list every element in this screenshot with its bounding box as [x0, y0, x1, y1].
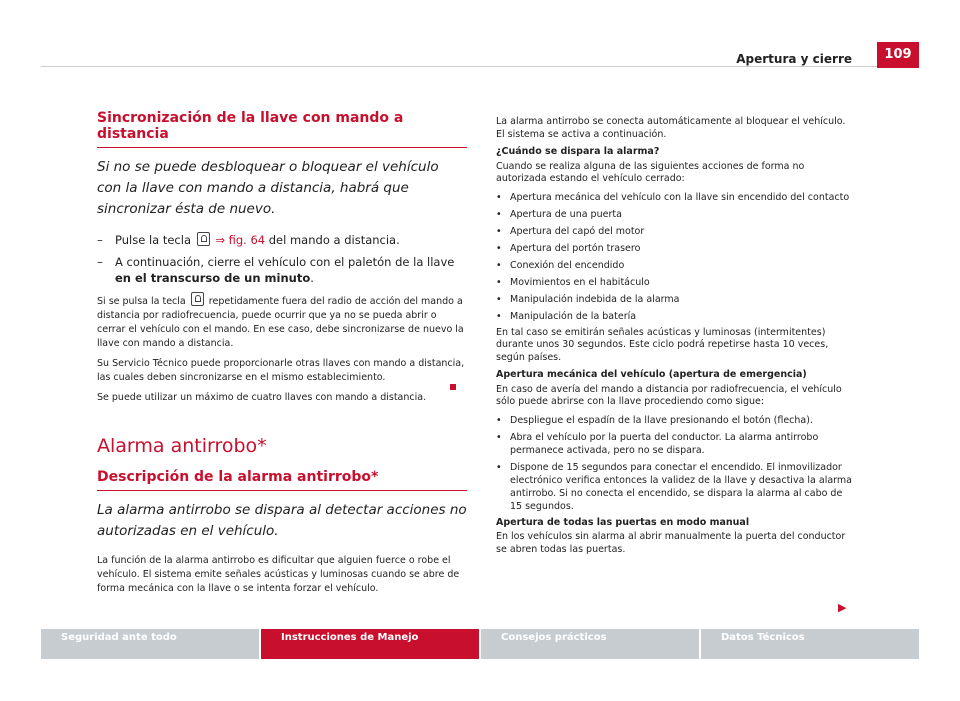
list-item: • Movimientos en el habitáculo [496, 276, 853, 289]
manual-heading: Apertura de todas las puertas en modo manual [496, 516, 750, 528]
step-1-pre: Pulse la tecla [115, 233, 191, 247]
step-2-pre: A continuación, cierre el vehículo con el paletón de la llave [115, 255, 455, 269]
alarm-body: La función de la alarma antirrobo es dificultar que alguien fuerce o robe el vehículo. El sistema emite señales acústicas y luminosas cuando se abre de forma mecánica con la llave o se intenta forzar el vehículo. [97, 555, 460, 594]
tab-instrucciones[interactable]: Instrucciones de Manejo [261, 629, 479, 659]
right-column [496, 116, 853, 561]
note-1-pre: Si se pulsa la tecla [97, 296, 186, 307]
step-2-bold: en el transcurso de un minuto [115, 271, 311, 285]
alarm-intro: La alarma antirrobo se conecta automáticamente al bloquear el vehículo. El sistema se activa a continuación. [496, 116, 846, 140]
emergency-list [496, 414, 853, 513]
manual-body: En los vehículos sin alarma al abrir manualmente la puerta del conductor se abren todas las puertas. [496, 531, 846, 555]
step-1 [97, 232, 467, 248]
note-1-post: repetidamente fuera del radio de acción del mando a distancia por radiofrecuencia, puede ocurrir que ya no se pueda abrir o cerrar el vehículo con el mando. En ese caso, debe sincronizarse de nuevo la llave con mando a distancia. [97, 296, 464, 349]
alarm-lead: La alarma antirrobo se dispara al detectar acciones no autorizadas en el vehículo. [97, 502, 467, 539]
step-2 [97, 254, 467, 286]
page-number: 109 [877, 42, 919, 68]
trigger-intro: Cuando se realiza alguna de las siguientes acciones de forma no autorizada estando el vehículo cerrado: [496, 160, 805, 184]
list-item: • Apertura de una puerta [496, 208, 853, 221]
list-item: • Apertura del capó del motor [496, 225, 853, 238]
note-2: Su Servicio Técnico puede proporcionarle otras llaves con mando a distancia, las cuales deben sincronizarse en el mismo establecimiento. [97, 358, 465, 383]
list-item: • Conexión del encendido [496, 259, 853, 272]
note-1 [97, 292, 467, 351]
sync-heading: Sincronización de la llave con mando a distancia [97, 110, 467, 148]
emergency-heading: Apertura mecánica del vehículo (apertura de emergencia) [496, 369, 807, 380]
tab-datos[interactable]: Datos Técnicos [701, 629, 919, 659]
tab-consejos[interactable]: Consejos prácticos [481, 629, 699, 659]
unlock-key-icon [191, 292, 204, 306]
list-item: • Manipulación indebida de la alarma [496, 293, 853, 306]
footer-nav [41, 629, 919, 659]
section-title: Apertura y cierre [736, 52, 852, 66]
step-2-post: . [310, 271, 314, 285]
list-item: • Apertura del portón trasero [496, 242, 853, 255]
list-item: • Dispone de 15 segundos para conectar el encendido. El inmovilizador electrónico verifica entonces la validez de la llave y desactiva la alarma antirrobo. Si no conecta el encendido, se dispara la alarma al cabo de 15 segundos. [496, 461, 853, 513]
list-item: • Manipulación de la batería [496, 310, 853, 323]
section-end-marker [450, 375, 456, 394]
signals-text: En tal caso se emitirán señales acústicas y luminosas (intermitentes) durante unos 30 segundos. Este ciclo podrá repetirse hasta 10 veces, según países. [496, 326, 829, 363]
note-3: Se puede utilizar un máximo de cuatro llaves con mando a distancia. [97, 392, 427, 403]
emergency-body: En caso de avería del mando a distancia por radiofrecuencia, el vehículo sólo puede abrirse con la llave procediendo como sigue: [496, 383, 842, 407]
alarm-desc-heading: Descripción de la alarma antirrobo* [97, 469, 467, 491]
trigger-list [496, 191, 853, 323]
list-item: • Despliegue el espadín de la llave presionando el botón (flecha). [496, 414, 853, 427]
tab-seguridad[interactable]: Seguridad ante todo [41, 629, 259, 659]
sync-lead: Si no se puede desbloquear o bloquear el vehículo con la llave con mando a distancia, habrá que sincronizar ésta de nuevo. [97, 159, 439, 217]
step-1-post: del mando a distancia. [268, 233, 400, 247]
fig-64-link[interactable]: ⇒ fig. 64 [215, 233, 266, 247]
continue-arrow-icon: ▶ [838, 601, 847, 614]
list-item: • Apertura mecánica del vehículo con la llave sin encendido del contacto [496, 191, 853, 204]
trigger-question: ¿Cuándo se dispara la alarma? [496, 146, 660, 157]
alarm-title: Alarma antirrobo* [97, 435, 267, 457]
left-column [97, 110, 467, 602]
list-item: • Abra el vehículo por la puerta del conductor. La alarma antirrobo permanece activada, pero no se dispara. [496, 431, 853, 457]
unlock-key-icon [197, 232, 210, 246]
header-rule [41, 66, 877, 67]
